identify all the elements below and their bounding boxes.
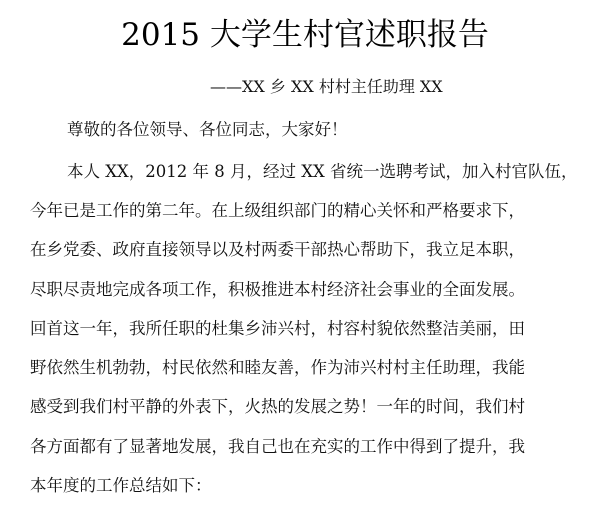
body-line: 回首这一年，我所任职的杜集乡沛兴村，村容村貌依然整洁美丽，田 — [30, 319, 525, 338]
body-line: 野依然生机勃勃，村民依然和睦友善，作为沛兴村村主任助理，我能 — [30, 358, 525, 377]
body-line: 本年度的工作总结如下： — [30, 476, 212, 495]
body-line: 在乡党委、政府直接领导以及村两委干部热心帮助下，我立足本职， — [30, 240, 525, 259]
document-title: 2015 大学生村官述职报告 — [121, 17, 489, 53]
document-subtitle: ——XX 乡 XX 村村主任助理 XX — [210, 77, 443, 96]
greeting-line: 尊敬的各位领导、各位同志，大家好！ — [67, 120, 348, 139]
body-line: 本人 XX，2012 年 8 月，经过 XX 省统一选聘考试，加入村官队伍， — [67, 162, 578, 181]
body-line: 各方面都有了显著地发展，我自己也在充实的工作中得到了提升，我 — [30, 437, 525, 456]
body-line: 尽职尽责地完成各项工作，积极推进本村经济社会事业的全面发展。 — [30, 280, 525, 299]
body-line: 今年已是工作的第二年。在上级组织部门的精心关怀和严格要求下， — [30, 201, 525, 220]
body-line: 感受到我们村平静的外表下，火热的发展之势！一年的时间，我们村 — [30, 397, 525, 416]
